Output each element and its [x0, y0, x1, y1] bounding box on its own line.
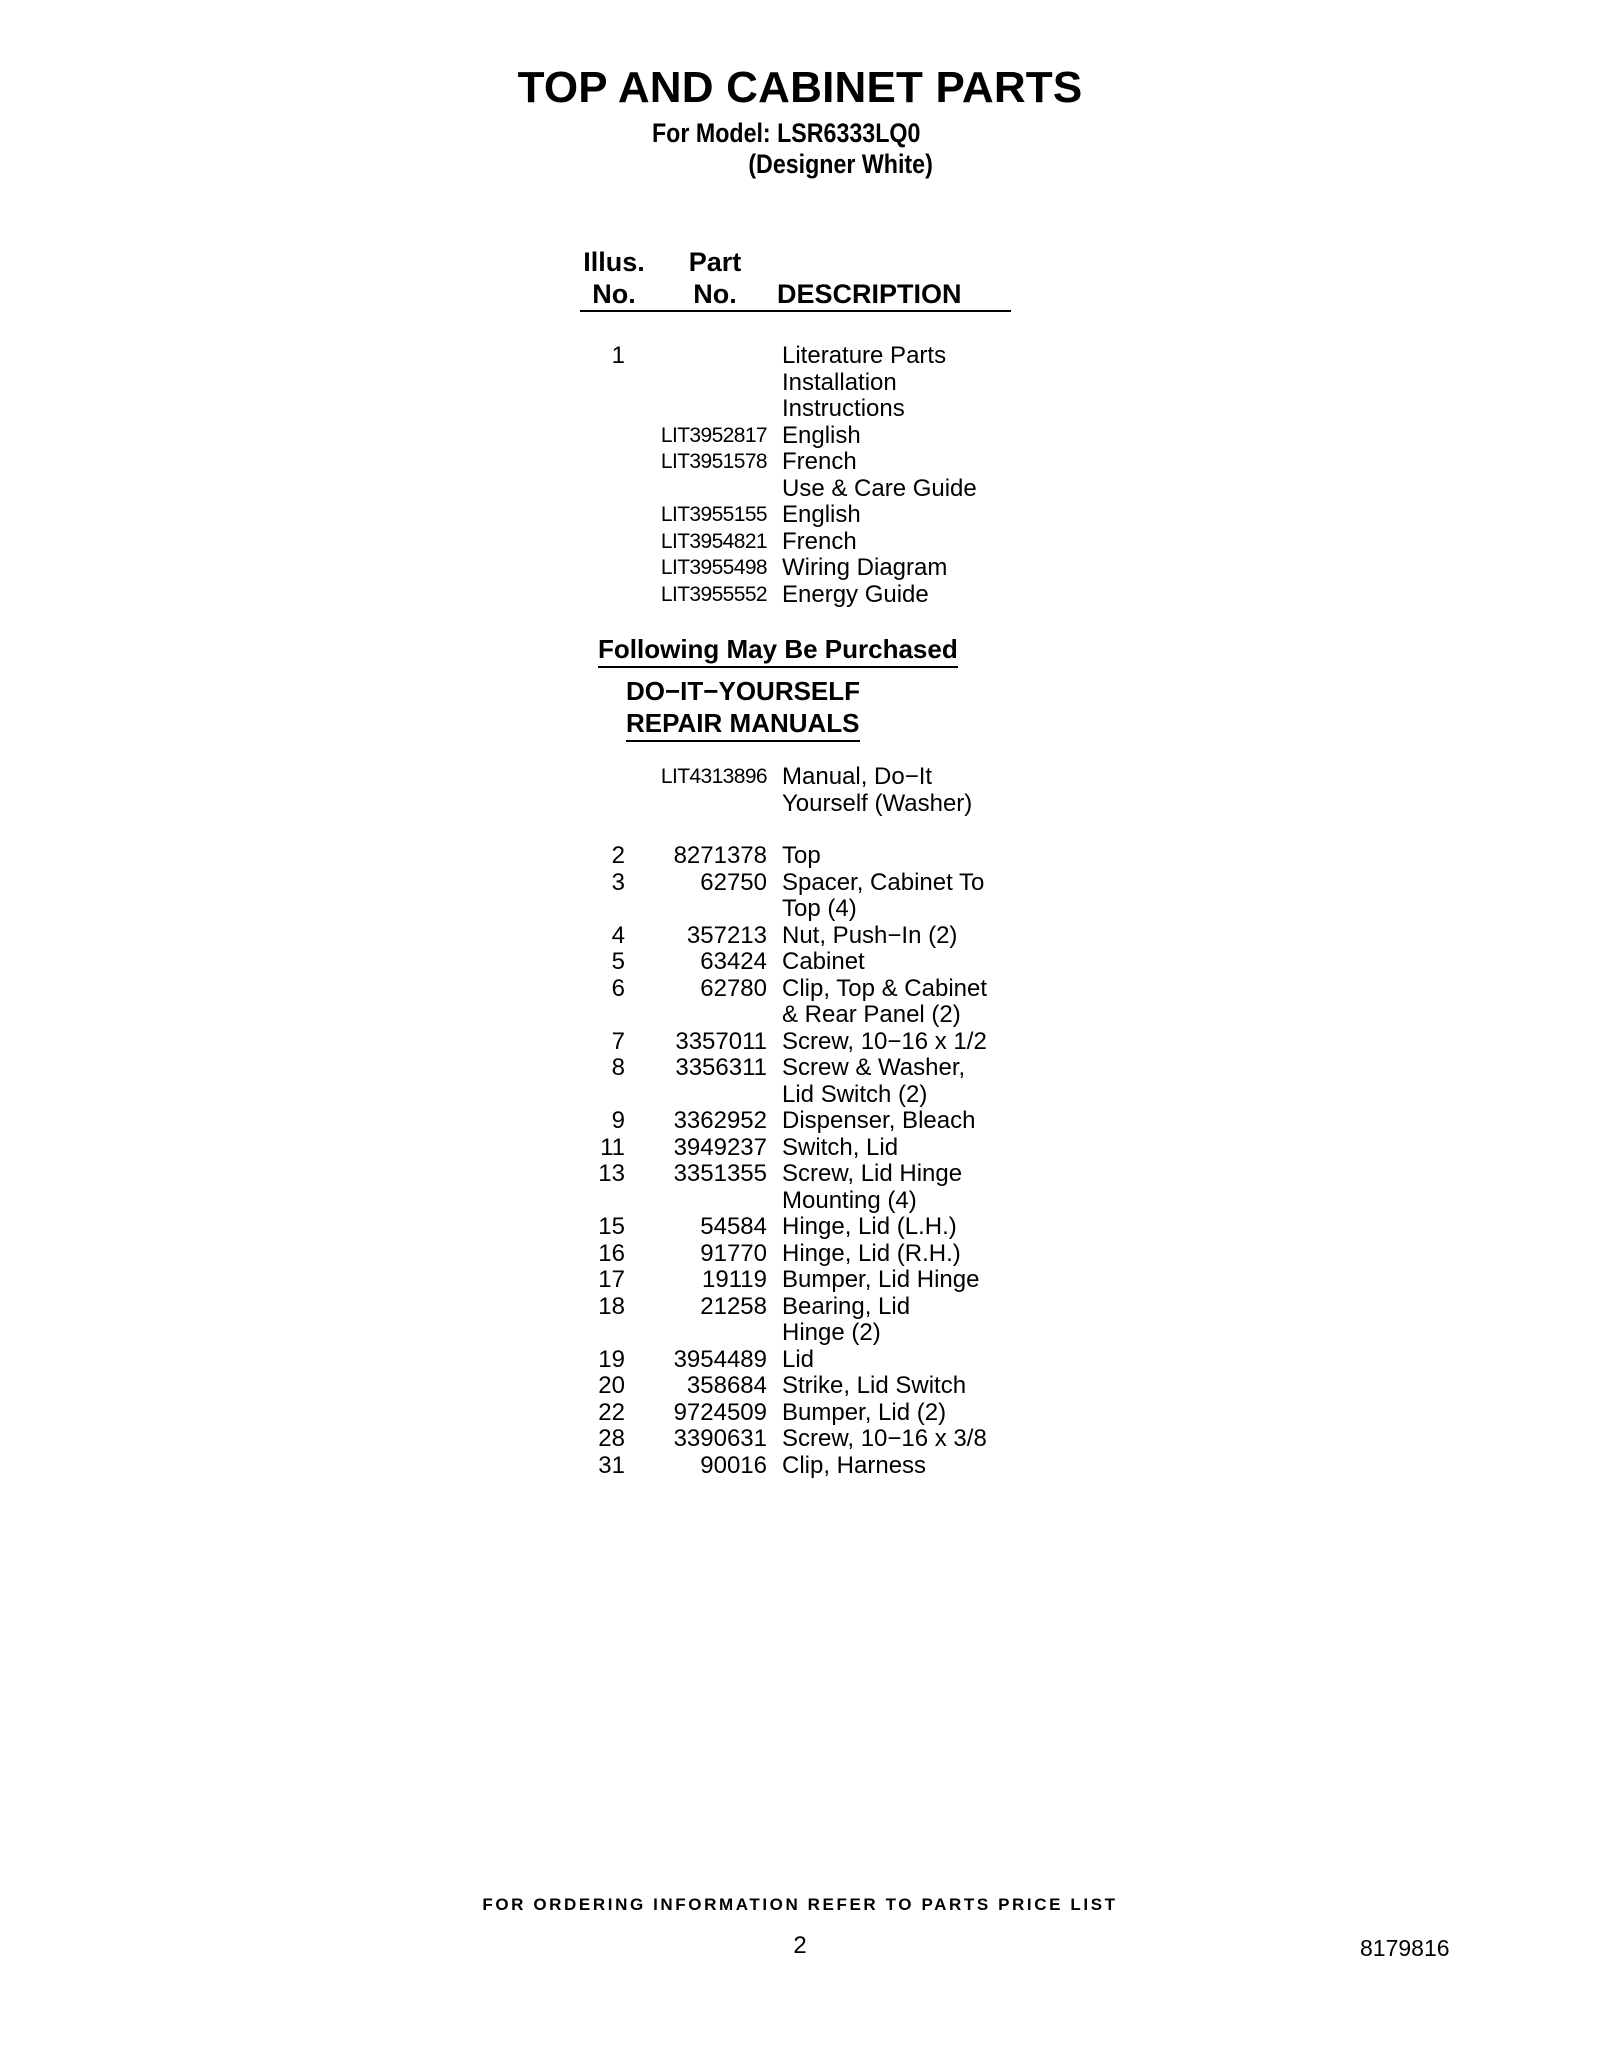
illus-number: 15: [598, 1213, 625, 1240]
model-number: For Model: LSR6333LQ0: [652, 118, 921, 148]
illus-number: 13: [598, 1160, 625, 1187]
parts-row: [0, 1002, 1600, 1029]
parts-row: [0, 976, 1600, 1003]
illus-number: 8: [611, 1054, 625, 1081]
part-description: Screw, Lid Hinge: [782, 1160, 963, 1187]
part-number: 3357011: [675, 1027, 767, 1055]
parts-row: [0, 1055, 1600, 1082]
part-number: LIT4313896: [660, 765, 767, 788]
model-color: (Designer White): [748, 149, 933, 179]
illus-no-header: Illus. No.: [583, 247, 645, 309]
parts-row: [0, 449, 1600, 476]
part-description: Strike, Lid Switch: [782, 1372, 967, 1399]
illus-number: 4: [611, 921, 625, 949]
part-description: French: [782, 527, 857, 555]
manual-parts-list: [0, 764, 1600, 817]
part-number: 54584: [700, 1213, 767, 1240]
description-header: DESCRIPTION: [777, 279, 962, 309]
part-description: Literature Parts: [782, 342, 947, 369]
parts-row: [0, 476, 1600, 503]
illus-number: 6: [611, 974, 625, 1002]
illus-number: 7: [611, 1027, 625, 1055]
parts-row: [0, 423, 1600, 450]
illus-number: 31: [598, 1451, 625, 1479]
part-description: Spacer, Cabinet To: [782, 868, 985, 896]
part-number: 62780: [700, 974, 767, 1002]
part-number: 3356311: [675, 1054, 767, 1081]
part-description: Installation: [782, 368, 897, 396]
parts-row: [0, 1188, 1600, 1215]
parts-row: [0, 1294, 1600, 1321]
part-description: English: [782, 421, 861, 449]
illus-number: 3: [611, 868, 625, 896]
part-number: 8271378: [673, 842, 767, 869]
part-description: Bumper, Lid Hinge: [782, 1266, 980, 1293]
part-number: LIT3952817: [660, 423, 767, 447]
illus-number: 28: [598, 1425, 625, 1452]
parts-row: [0, 843, 1600, 870]
part-number: 3954489: [673, 1345, 767, 1373]
part-description: Manual, Do−It: [782, 763, 933, 790]
document-number: 8179816: [1360, 1935, 1450, 1961]
parts-row: [0, 396, 1600, 423]
part-description: Bumper, Lid (2): [782, 1398, 947, 1426]
part-number: 357213: [686, 921, 767, 949]
parts-row: [0, 870, 1600, 897]
part-description: & Rear Panel (2): [782, 1001, 961, 1028]
part-number: 3362952: [673, 1107, 767, 1134]
part-description: Screw, 10−16 x 1/2: [782, 1027, 987, 1055]
part-description: Clip, Harness: [782, 1451, 927, 1479]
parts-row: [0, 1426, 1600, 1453]
part-number: 9724509: [673, 1398, 767, 1426]
parts-row: [0, 1029, 1600, 1056]
part-number: LIT3955498: [660, 556, 767, 579]
page-title: TOP AND CABINET PARTS: [517, 63, 1083, 112]
part-number: 358684: [686, 1372, 767, 1399]
purchase-heading: Following May Be Purchased: [598, 633, 958, 668]
parts-row: [0, 1161, 1600, 1188]
part-number: 19119: [702, 1266, 767, 1293]
part-number: LIT3955552: [660, 582, 767, 606]
part-description: French: [782, 448, 857, 475]
header-divider: [580, 310, 1011, 312]
literature-parts-list: [0, 343, 1600, 608]
part-description: English: [782, 501, 861, 528]
illus-number: 9: [611, 1107, 625, 1134]
part-description: Hinge, Lid (L.H.): [782, 1213, 957, 1240]
part-number: 91770: [700, 1239, 767, 1267]
parts-row: [0, 582, 1600, 609]
illus-number: 11: [600, 1133, 625, 1161]
part-number: 3949237: [673, 1133, 767, 1161]
parts-row: [0, 555, 1600, 582]
parts-row: [0, 1320, 1600, 1347]
part-number: 90016: [700, 1451, 767, 1479]
parts-row: [0, 529, 1600, 556]
part-number: LIT3955155: [660, 503, 767, 526]
illus-number: 16: [598, 1239, 625, 1267]
illus-number: 22: [598, 1398, 625, 1426]
illus-number: 20: [598, 1372, 625, 1399]
part-description: Dispenser, Bleach: [782, 1107, 976, 1134]
part-description: Lid Switch (2): [782, 1080, 928, 1108]
parts-row: [0, 1082, 1600, 1109]
parts-row: [0, 1267, 1600, 1294]
illus-number: 2: [611, 842, 625, 869]
part-number: LIT3951578: [660, 450, 767, 473]
part-description: Screw & Washer,: [782, 1054, 966, 1081]
parts-row: [0, 1241, 1600, 1268]
model-info: [652, 118, 933, 180]
part-description: Nut, Push−In (2): [782, 921, 958, 949]
illus-number: 5: [611, 948, 625, 975]
illus-number: 1: [611, 342, 625, 369]
part-number: LIT3954821: [660, 529, 767, 553]
part-description: Yourself (Washer): [782, 789, 973, 817]
part-description: Lid: [782, 1345, 815, 1373]
illus-number: 17: [598, 1266, 625, 1293]
part-description: Wiring Diagram: [782, 554, 948, 581]
illus-number: 19: [598, 1345, 625, 1373]
part-description: Clip, Top & Cabinet: [782, 974, 988, 1002]
parts-row: [0, 764, 1600, 791]
part-description: Top (4): [782, 895, 857, 922]
parts-row: [0, 1347, 1600, 1374]
part-description: Use & Care Guide: [782, 474, 977, 502]
illus-number: 18: [598, 1292, 625, 1320]
parts-row: [0, 1214, 1600, 1241]
part-description: Top: [782, 842, 821, 869]
part-description: Hinge, Lid (R.H.): [782, 1239, 961, 1267]
parts-row: [0, 1400, 1600, 1427]
part-number: 63424: [700, 948, 767, 975]
part-number: 21258: [700, 1292, 767, 1320]
parts-row: [0, 502, 1600, 529]
parts-row: [0, 1135, 1600, 1162]
parts-row: [0, 923, 1600, 950]
part-description: Switch, Lid: [782, 1133, 899, 1161]
parts-row: [0, 896, 1600, 923]
part-description: Cabinet: [782, 948, 865, 975]
parts-row: [0, 1108, 1600, 1135]
part-number: 3351355: [673, 1160, 767, 1187]
cabinet-parts-list: [0, 843, 1600, 1479]
part-description: Screw, 10−16 x 3/8: [782, 1425, 987, 1452]
diy-manuals-heading: DO−IT−YOURSELF REPAIR MANUALS: [626, 675, 860, 742]
part-number: 3390631: [673, 1425, 767, 1452]
parts-row: [0, 1373, 1600, 1400]
part-description: Bearing, Lid: [782, 1292, 911, 1320]
parts-row: [0, 949, 1600, 976]
parts-row: [0, 343, 1600, 370]
part-description: Instructions: [782, 395, 905, 422]
part-no-header: Part No.: [688, 247, 742, 309]
part-description: Hinge (2): [782, 1319, 881, 1346]
page-number: 2: [793, 1932, 807, 1959]
part-number: 62750: [700, 868, 767, 896]
parts-row: [0, 370, 1600, 397]
parts-row: [0, 791, 1600, 818]
part-description: Mounting (4): [782, 1186, 917, 1214]
part-description: Energy Guide: [782, 580, 929, 608]
parts-row: [0, 1453, 1600, 1480]
ordering-footer: FOR ORDERING INFORMATION REFER TO PARTS PRICE LIST: [482, 1895, 1118, 1914]
